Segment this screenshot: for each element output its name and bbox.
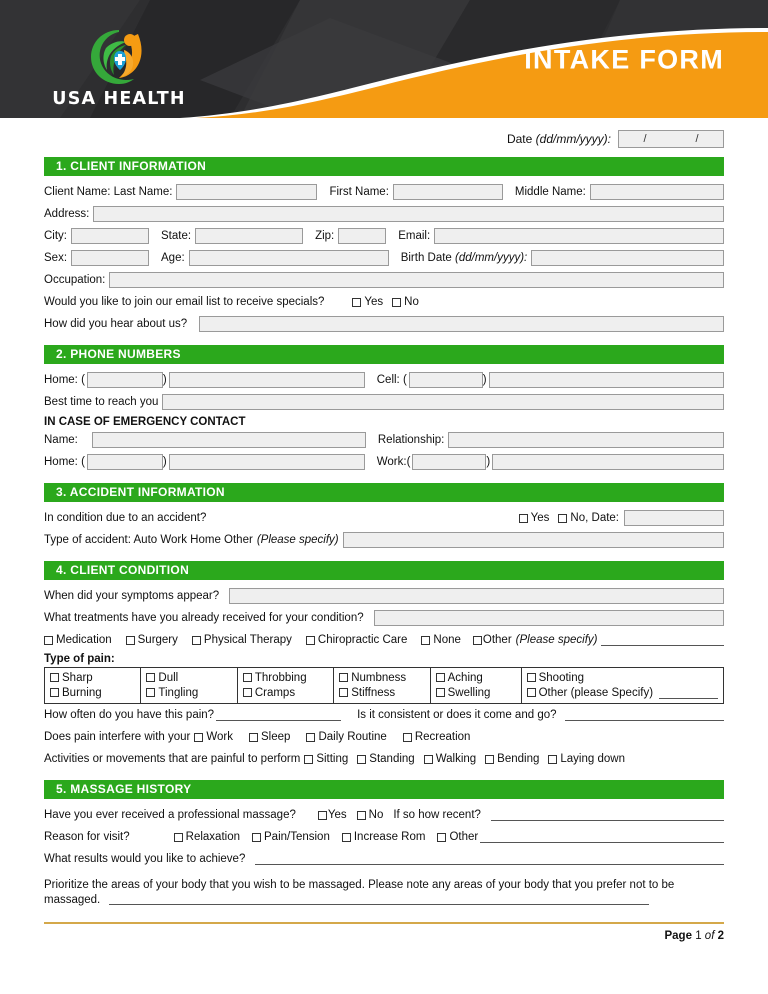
interfere-option-recreation[interactable] <box>403 731 471 743</box>
treatment-option-other[interactable] <box>473 634 512 646</box>
accident-date-input[interactable] <box>624 510 724 526</box>
activity-option-laying-down[interactable] <box>548 753 625 765</box>
checkbox-icon[interactable] <box>485 755 494 764</box>
pain-option-label: Tingling <box>158 686 199 699</box>
page-title: INTAKE FORM <box>524 44 724 75</box>
checkbox-icon[interactable] <box>436 673 445 682</box>
reason-option-relaxation[interactable] <box>174 831 240 843</box>
emergency-home-label: Home: ( <box>44 456 85 468</box>
activities-label: Activities or movements that are painful to perform <box>44 753 301 765</box>
checkbox-icon[interactable] <box>357 755 366 764</box>
consistent-input[interactable] <box>565 709 724 721</box>
checkbox-icon[interactable] <box>352 298 361 307</box>
activity-option-sitting[interactable] <box>304 753 348 765</box>
how-often-label: How often do you have this pain? <box>44 709 215 721</box>
pain-option-cramps[interactable] <box>243 685 328 700</box>
home-phone-label: Home: ( <box>44 374 85 386</box>
email-list-no-label: No <box>404 296 419 308</box>
checkbox-icon[interactable] <box>342 833 351 842</box>
pain-cell-4 <box>334 668 430 704</box>
pain-option-burning[interactable] <box>50 685 135 700</box>
interfere-option-label: Sleep <box>261 731 291 743</box>
interfere-option-sleep[interactable] <box>249 731 290 743</box>
pain-option-shooting[interactable] <box>527 670 718 685</box>
date-slash-2: / <box>695 133 699 145</box>
reason-label: Reason for visit? <box>44 831 130 843</box>
page-header <box>0 0 768 118</box>
treatment-option-surgery[interactable] <box>126 634 178 646</box>
pain-option-throbbing[interactable] <box>243 670 328 685</box>
pain-cell-2 <box>141 668 237 704</box>
reason-option-other[interactable] <box>437 831 478 843</box>
treatment-other-label: Other <box>482 634 512 646</box>
row-accident-question <box>44 507 724 529</box>
treatment-option-label: Surgery <box>137 634 178 646</box>
pain-option-label: Sharp <box>62 671 93 684</box>
results-label: What results would you like to achieve? <box>44 853 246 865</box>
row-pain-frequency <box>44 704 724 726</box>
treatment-option-chiropractic-care[interactable] <box>306 634 407 646</box>
emergency-home-number-input[interactable] <box>169 454 365 470</box>
client-last-name-label: Client Name: Last Name: <box>44 186 173 198</box>
accident-type-other-input[interactable] <box>343 532 724 548</box>
activity-option-label: Bending <box>497 753 540 765</box>
pain-cell-1 <box>45 668 141 704</box>
consistent-label: Is it consistent or does it come and go? <box>357 709 557 721</box>
checkbox-icon[interactable] <box>50 673 59 682</box>
pain-option-aching[interactable] <box>436 670 516 685</box>
footer-of-word: of <box>704 930 715 942</box>
checkbox-icon[interactable] <box>527 673 536 682</box>
emergency-work-area-input[interactable] <box>412 454 486 470</box>
row-accident-type <box>44 529 724 551</box>
massage-yes-label: Yes <box>327 809 347 821</box>
row-previous-massage <box>44 804 724 826</box>
relationship-input[interactable] <box>448 432 724 448</box>
footer <box>44 924 724 942</box>
pain-option-sharp[interactable] <box>50 670 135 685</box>
checkbox-icon[interactable] <box>527 688 536 697</box>
pain-option-swelling[interactable] <box>436 685 516 700</box>
reason-option-increase-rom[interactable] <box>342 831 426 843</box>
type-of-pain-title: Type of pain: <box>44 653 115 665</box>
home-phone-paren: ) <box>162 374 167 386</box>
section-header-massage-history: 5. MASSAGE HISTORY <box>44 780 724 799</box>
middle-name-input[interactable] <box>590 184 724 200</box>
checkbox-icon[interactable] <box>243 673 252 682</box>
pain-option-label: Other (please Specify) <box>538 686 654 699</box>
row-treatments-received <box>44 607 724 629</box>
section-header-accident-information: 3. ACCIDENT INFORMATION <box>44 483 724 502</box>
accident-question-label: In condition due to an accident? <box>44 512 207 524</box>
prioritize-block <box>44 870 724 908</box>
row-reason-for-visit <box>44 826 724 848</box>
how-recent-label: If so how recent? <box>393 809 481 821</box>
pain-option-stiffness[interactable] <box>339 685 424 700</box>
emergency-name-label: Name: <box>44 434 78 446</box>
row-emergency-name <box>44 429 724 451</box>
email-list-question: Would you like to join our email list to receive specials? <box>44 296 325 308</box>
pain-cell-5 <box>430 668 521 704</box>
checkbox-icon[interactable] <box>126 636 135 645</box>
best-time-input[interactable] <box>162 394 724 410</box>
state-label: State: <box>161 230 192 242</box>
reason-option-label: Relaxation <box>185 831 240 843</box>
row-painful-activities <box>44 748 724 770</box>
footer-page-word: Page <box>664 930 692 942</box>
interfere-option-daily-routine[interactable] <box>306 731 386 743</box>
reason-other-input[interactable] <box>480 831 724 843</box>
checkbox-icon[interactable] <box>249 733 258 742</box>
pain-option-label: Stiffness <box>351 686 396 699</box>
massage-no-option[interactable] <box>357 809 384 821</box>
email-list-yes-option[interactable] <box>352 296 383 308</box>
how-often-input[interactable] <box>216 709 341 721</box>
accident-type-specify-hint: (Please specify) <box>256 534 339 546</box>
zip-label: Zip: <box>315 230 335 242</box>
checkbox-icon[interactable] <box>194 733 203 742</box>
age-label: Age: <box>161 252 185 264</box>
hear-about-input[interactable] <box>199 316 724 332</box>
row-treatment-options <box>44 629 724 651</box>
logo <box>44 26 194 109</box>
email-list-yes-label: Yes <box>364 296 384 308</box>
cell-phone-number-input[interactable] <box>489 372 724 388</box>
city-label: City: <box>44 230 67 242</box>
row-sex-age-birthdate <box>44 247 724 269</box>
emergency-work-number-input[interactable] <box>492 454 724 470</box>
type-of-pain-table <box>44 667 724 704</box>
results-input[interactable] <box>255 853 724 865</box>
activity-option-bending[interactable] <box>485 753 539 765</box>
row-email-list <box>44 291 724 313</box>
how-recent-input[interactable] <box>491 809 724 821</box>
checkbox-icon[interactable] <box>548 755 557 764</box>
checkbox-icon[interactable] <box>174 833 183 842</box>
accident-type-label: Type of accident: Auto Work Home Other <box>44 534 253 546</box>
prioritize-input[interactable] <box>109 893 649 905</box>
row-hear-about-us <box>44 313 724 335</box>
activity-option-label: Walking <box>435 753 477 765</box>
checkbox-icon[interactable] <box>243 688 252 697</box>
checkbox-icon[interactable] <box>304 755 313 764</box>
pain-option-other[interactable] <box>527 685 718 700</box>
activity-option-label: Laying down <box>560 753 625 765</box>
birth-date-format-hint: (dd/mm/yyyy): <box>455 252 528 264</box>
checkbox-icon[interactable] <box>357 811 366 820</box>
occupation-input[interactable] <box>109 272 724 288</box>
treatment-option-label: Chiropractic Care <box>317 634 408 646</box>
checkbox-icon[interactable] <box>473 636 482 645</box>
massage-yes-option[interactable] <box>318 809 347 821</box>
pain-option-dull[interactable] <box>146 670 231 685</box>
checkbox-icon[interactable] <box>421 636 430 645</box>
relationship-label: Relationship: <box>377 434 445 446</box>
pain-option-label: Cramps <box>254 686 296 699</box>
date-label: Date (dd/mm/yyyy): <box>506 132 611 146</box>
table-row <box>45 668 724 704</box>
reason-option-label: Increase Rom <box>353 831 426 843</box>
accident-no-date-label: No, Date: <box>570 512 619 524</box>
cell-phone-paren: ) <box>482 374 487 386</box>
row-city-state-zip-email <box>44 225 724 247</box>
accident-no-date-option[interactable] <box>558 512 619 524</box>
address-label: Address: <box>44 208 90 220</box>
section-header-client-condition: 4. CLIENT CONDITION <box>44 561 724 580</box>
row-best-time <box>44 391 724 413</box>
checkbox-icon[interactable] <box>339 688 348 697</box>
activity-option-walking[interactable] <box>424 753 476 765</box>
accident-yes-option[interactable] <box>519 512 550 524</box>
massage-question-label: Have you ever received a professional massage? <box>44 809 296 821</box>
row-client-name <box>44 181 724 203</box>
pain-cell-6 <box>521 668 723 704</box>
reason-option-label: Other <box>449 831 479 843</box>
massage-no-label: No <box>368 809 384 821</box>
treatments-input[interactable] <box>374 610 724 626</box>
email-label: Email: <box>398 230 431 242</box>
pain-option-label: Burning <box>62 686 102 699</box>
treatment-option-label: None <box>433 634 461 646</box>
row-address <box>44 203 724 225</box>
checkbox-icon[interactable] <box>392 298 401 307</box>
checkbox-icon[interactable] <box>519 514 528 523</box>
treatment-option-medication[interactable] <box>44 634 112 646</box>
emergency-home-paren: ) <box>162 456 167 468</box>
hear-about-label: How did you hear about us? <box>44 318 188 330</box>
home-phone-area-input[interactable] <box>87 372 163 388</box>
accident-yes-label: Yes <box>530 512 550 524</box>
row-emergency-phones <box>44 451 724 473</box>
checkbox-icon[interactable] <box>436 688 445 697</box>
row-pain-interference <box>44 726 724 748</box>
zip-input[interactable] <box>338 228 386 244</box>
checkbox-icon[interactable] <box>252 833 261 842</box>
pain-other-input[interactable] <box>659 687 718 699</box>
emergency-contact-heading: IN CASE OF EMERGENCY CONTACT <box>44 416 246 428</box>
birth-date-input[interactable] <box>531 250 724 266</box>
middle-name-label: Middle Name: <box>514 186 586 198</box>
activity-option-label: Standing <box>369 753 415 765</box>
state-input[interactable] <box>195 228 303 244</box>
pain-option-label: Throbbing <box>254 671 307 684</box>
symptoms-input[interactable] <box>229 588 724 604</box>
checkbox-icon[interactable] <box>306 733 315 742</box>
row-occupation <box>44 269 724 291</box>
row-symptoms-appear <box>44 585 724 607</box>
pain-option-tingling[interactable] <box>146 685 231 700</box>
emergency-work-paren: ) <box>486 456 491 468</box>
date-slash-1: / <box>643 133 647 145</box>
pain-option-label: Swelling <box>447 686 491 699</box>
home-phone-number-input[interactable] <box>169 372 365 388</box>
interfere-option-label: Recreation <box>414 731 471 743</box>
checkbox-icon[interactable] <box>318 811 327 820</box>
checkbox-icon[interactable] <box>306 636 315 645</box>
treatments-label: What treatments have you already received for your condition? <box>44 612 364 624</box>
reason-option-label: Pain/Tension <box>264 831 330 843</box>
treatment-option-physical-therapy[interactable] <box>192 634 292 646</box>
prioritize-text: Prioritize the areas of your body that you wish to be massaged. Please note any areas of your body that you prefer not to be massaged. <box>44 879 675 906</box>
interfere-option-label: Work <box>206 731 234 743</box>
pain-option-label: Shooting <box>538 671 585 684</box>
treatment-option-label: Medication <box>56 634 112 646</box>
activity-option-standing[interactable] <box>357 753 414 765</box>
footer-page-number: 1 <box>695 930 702 942</box>
leaf-person-cross-logo-icon <box>86 26 152 88</box>
checkbox-icon[interactable] <box>339 673 348 682</box>
checkbox-icon[interactable] <box>558 514 567 523</box>
date-input[interactable] <box>618 130 724 148</box>
interfere-option-work[interactable] <box>194 731 233 743</box>
checkbox-icon[interactable] <box>50 688 59 697</box>
pain-cell-3 <box>237 668 333 704</box>
emergency-name-input[interactable] <box>92 432 366 448</box>
address-input[interactable] <box>93 206 724 222</box>
checkbox-icon[interactable] <box>192 636 201 645</box>
interfere-label: Does pain interfere with your <box>44 731 191 743</box>
symptoms-label: When did your symptoms appear? <box>44 590 220 602</box>
treatment-other-specify-hint: (Please specify) <box>515 634 598 646</box>
interfere-option-label: Daily Routine <box>318 731 387 743</box>
activity-option-label: Sitting <box>316 753 349 765</box>
first-name-input[interactable] <box>393 184 503 200</box>
occupation-label: Occupation: <box>44 274 106 286</box>
birth-date-label: Birth Date (dd/mm/yyyy): <box>400 252 528 264</box>
section-header-phone-numbers: 2. PHONE NUMBERS <box>44 345 724 364</box>
date-format-hint: (dd/mm/yyyy): <box>535 132 611 146</box>
age-input[interactable] <box>189 250 389 266</box>
emergency-work-label: Work:( <box>376 456 411 468</box>
sex-input[interactable] <box>71 250 149 266</box>
form-sheet <box>0 118 768 942</box>
email-input[interactable] <box>434 228 724 244</box>
logo-wordmark: USA HEALTH <box>52 89 186 109</box>
checkbox-icon[interactable] <box>403 733 412 742</box>
email-list-no-option[interactable] <box>392 296 419 308</box>
checkbox-icon[interactable] <box>146 673 155 682</box>
pain-option-label: Dull <box>158 671 179 684</box>
emergency-home-area-input[interactable] <box>87 454 163 470</box>
checkbox-icon[interactable] <box>424 755 433 764</box>
treatment-option-none[interactable] <box>421 634 461 646</box>
date-row <box>44 118 724 150</box>
footer-total-pages: 2 <box>717 930 724 942</box>
checkbox-icon[interactable] <box>437 833 446 842</box>
treatment-other-input[interactable] <box>601 634 724 646</box>
city-input[interactable] <box>71 228 149 244</box>
checkbox-icon[interactable] <box>146 688 155 697</box>
sex-label: Sex: <box>44 252 68 264</box>
row-desired-results <box>44 848 724 870</box>
pain-option-label: Aching <box>447 671 483 684</box>
best-time-label: Best time to reach you <box>44 396 159 408</box>
pain-option-numbness[interactable] <box>339 670 424 685</box>
cell-phone-area-input[interactable] <box>409 372 483 388</box>
section-header-client-information: 1. CLIENT INFORMATION <box>44 157 724 176</box>
reason-option-pain-tension[interactable] <box>252 831 330 843</box>
cell-phone-label: Cell: ( <box>376 374 407 386</box>
last-name-input[interactable] <box>176 184 317 200</box>
first-name-label: First Name: <box>329 186 389 198</box>
checkbox-icon[interactable] <box>44 636 53 645</box>
treatment-option-label: Physical Therapy <box>203 634 292 646</box>
row-home-cell-phone <box>44 369 724 391</box>
pain-option-label: Numbness <box>351 671 407 684</box>
